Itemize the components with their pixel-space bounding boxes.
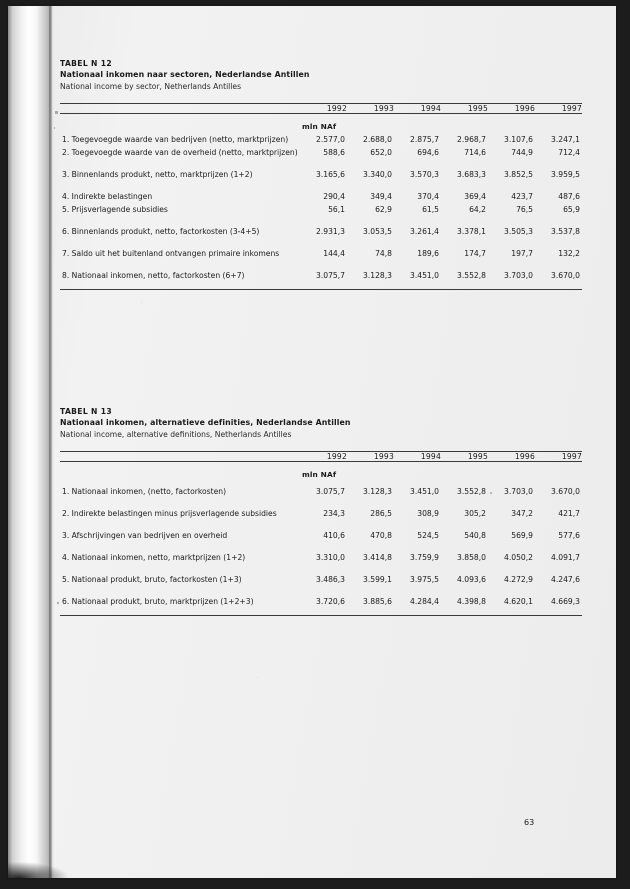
table-n12-col-1995: 1995 (441, 104, 488, 114)
table-n12-row-2-v1995: 714,6 (464, 148, 486, 157)
table-row (60, 247, 582, 260)
table-n12-row-3-v1996: 3.852,5 (504, 170, 533, 179)
table-row (60, 168, 582, 181)
table-n12-row-3-label: 3. Binnenlands produkt, netto, marktprijzen (1+2) (62, 170, 253, 179)
row-gap (60, 238, 582, 247)
table-n12-row-7-v1992: 144,4 (323, 249, 345, 258)
table-n13-col-1993: 1993 (347, 452, 394, 462)
table-n13-col-1992: 1992 (300, 452, 347, 462)
table-n13-row-4-v1997: 4.091,7 (551, 553, 580, 562)
table-n12-row-8-v1996: 3.703,0 (504, 271, 533, 280)
table-n13-row-5-v1994: 3.975,5 (410, 575, 439, 584)
row-gap (60, 216, 582, 225)
table-n12-unit-label: mln NAf (302, 122, 337, 131)
table-n13-row-5-v1996: 4.272,9 (504, 575, 533, 584)
table-n13-row-3-v1994: 524,5 (417, 531, 439, 540)
table-n12-row-4-v1995: 369,4 (464, 192, 486, 201)
table-n12-row-4-v1994: 370,4 (417, 192, 439, 201)
table-n12-row-6-v1992: 2.931,3 (316, 227, 345, 236)
table-n13-id: TABEL N 13 (60, 407, 112, 416)
table-n13-col-1994: 1994 (394, 452, 441, 462)
table-n12-row-8-label: 8. Nationaal inkomen, netto, factorkosten (6+7) (62, 271, 245, 280)
table-n12-unit-row (60, 114, 582, 134)
table-n13-unit-row (60, 462, 582, 482)
table-n12-row-3-v1995: 3.683,3 (457, 170, 486, 179)
table-n13-row-2-v1995: 305,2 (464, 509, 486, 518)
table-n12-row-5-v1997: 65,9 (563, 205, 580, 214)
table-n13-body (60, 462, 582, 617)
table-n13-row-6-v1994: 4.284,4 (410, 597, 439, 606)
table-n13-row-6-v1993: 3.885,6 (363, 597, 392, 606)
table-n13-row-4-v1993: 3.414,8 (363, 553, 392, 562)
table-n12-body (60, 114, 582, 291)
table-n12-row-4-v1993: 349,4 (370, 192, 392, 201)
table-n12-row-3-v1997: 3.959,5 (551, 170, 580, 179)
table-n13-row-1-v1993: 3.128,3 (363, 487, 392, 496)
table-n13-row-5-v1995: 4.093,6 (457, 575, 486, 584)
table-n13-col-label (60, 452, 300, 462)
row-gap (60, 564, 582, 573)
table-row (60, 133, 582, 146)
table-block-n13 (60, 406, 582, 616)
table-n13-col-1997: 1997 (535, 452, 582, 462)
table-n12-row-8-v1993: 3.128,3 (363, 271, 392, 280)
table-n12-row-3-v1994: 3.570,3 (410, 170, 439, 179)
table-n13-bottom-rule (60, 616, 582, 617)
table-n13-row-3-v1997: 577,6 (558, 531, 580, 540)
table-n12-row-1-v1996: 3.107,6 (504, 135, 533, 144)
table-n13-head (60, 452, 582, 462)
table-n12-id: TABEL N 12 (60, 59, 112, 68)
table-n12-col-1994: 1994 (394, 104, 441, 114)
table-n13-row-6-v1995: 4.398,8 (457, 597, 486, 606)
table-n12-row-5-v1996: 76,5 (516, 205, 533, 214)
table-n12-row-2-v1994: 694,6 (417, 148, 439, 157)
table-n13-row-1-v1996: 3.703,0 (504, 487, 533, 496)
row-gap (60, 282, 582, 290)
table-n12-col-1992: 1992 (300, 104, 347, 114)
row-gap (60, 181, 582, 190)
table-n12-row-6-v1997: 3.537,8 (551, 227, 580, 236)
table-row (60, 485, 582, 498)
table-row (60, 269, 582, 282)
table-block-n12 (60, 58, 582, 290)
table-n12-col-1996: 1996 (488, 104, 535, 114)
table-n12-row-2-label: 2. Toegevoegde waarde van de overheid (netto, marktprijzen) (62, 148, 298, 157)
table-n13-row-4-v1992: 3.310,0 (316, 553, 345, 562)
table-n12-col-1997: 1997 (535, 104, 582, 114)
table-row (60, 551, 582, 564)
table-row (60, 146, 582, 159)
table-n13-row-3-v1996: 569,9 (511, 531, 533, 540)
table-n12-row-2-v1992: 588,6 (323, 148, 345, 157)
table-n12-row-2-v1993: 652,0 (370, 148, 392, 157)
table-n12-row-3-v1992: 3.165,6 (316, 170, 345, 179)
table-n12-row-4-v1992: 290,4 (323, 192, 345, 201)
table-row (60, 595, 582, 608)
table-n12-row-7-label: 7. Saldo uit het buitenland ontvangen primaire inkomens (62, 249, 280, 258)
table-n12-row-8-v1992: 3.075,7 (316, 271, 345, 280)
table-n13-row-2-v1993: 286,5 (370, 509, 392, 518)
table-n12-row-6-v1993: 3.053,5 (363, 227, 392, 236)
table-n12-row-1-label: 1. Toegevoegde waarde van bedrijven (netto, marktprijzen) (62, 135, 289, 144)
table-n12-row-2-v1996: 744,9 (511, 148, 533, 157)
table-n13-row-3-v1993: 470,8 (370, 531, 392, 540)
page-number: 63 (524, 818, 535, 827)
table-n12-row-1-v1997: 3.247,1 (551, 135, 580, 144)
table-n12-row-7-v1995: 174,7 (464, 249, 486, 258)
table-n13-row-4-v1996: 4.050,2 (504, 553, 533, 562)
table-n12-row-6-v1994: 3.261,4 (410, 227, 439, 236)
table-n12-row-7-v1996: 197,7 (511, 249, 533, 258)
table-n12-row-6-v1996: 3.505,3 (504, 227, 533, 236)
table-n13-row-2-label: 2. Indirekte belastingen minus prijsverlagende subsidies (62, 509, 277, 518)
row-gap (60, 520, 582, 529)
table-row (60, 203, 582, 216)
table-n12-row-7-v1993: 74,8 (375, 249, 392, 258)
table-n13-row-6-v1997: 4.669,3 (551, 597, 580, 606)
table-n12-title-nl: Nationaal inkomen naar sectoren, Nederlandse Antillen (60, 70, 310, 79)
table-n12-row-5-label: 5. Prijsverlagende subsidies (62, 205, 168, 214)
table-n13-row-3-v1995: 540,8 (464, 531, 486, 540)
table-n12-row-1-v1994: 2.875,7 (410, 135, 439, 144)
table-n13-title-en: National income, alternative definitions, Netherlands Antilles (60, 429, 292, 439)
table-n13-header-row (60, 452, 582, 462)
table-n12-header-row (60, 104, 582, 114)
table-n13-col-1996: 1996 (488, 452, 535, 462)
table-n12-row-8-v1997: 3.670,0 (551, 271, 580, 280)
table-row (60, 507, 582, 520)
table-n12-row-4-v1996: 423,7 (511, 192, 533, 201)
table-n12-row-7-v1994: 189,6 (417, 249, 439, 258)
table-n12-row-4-v1997: 487,6 (558, 192, 580, 201)
table-n12-row-5-v1995: 64,2 (469, 205, 486, 214)
table-n13-row-2-v1994: 308,9 (417, 509, 439, 518)
table-n13-row-4-v1994: 3.759,9 (410, 553, 439, 562)
table-n12-col-label (60, 104, 300, 114)
table-n12-row-1-v1992: 2.577,0 (316, 135, 345, 144)
table-n12-row-1-v1995: 2.968,7 (457, 135, 486, 144)
table-row (60, 573, 582, 586)
table-n13-row-3-v1992: 410,6 (323, 531, 345, 540)
table-n13-row-6-v1992: 3.720,6 (316, 597, 345, 606)
table-n12-row-4-label: 4. Indirekte belastingen (62, 192, 153, 201)
table-n13-row-4-label: 4. Nationaal inkomen, netto, marktprijzen (1+2) (62, 553, 246, 562)
table-n13 (60, 451, 582, 616)
row-gap (60, 586, 582, 595)
table-n13-unit-label: mln NAf (302, 470, 337, 479)
table-n12-row-8-v1995: 3.552,8 (457, 271, 486, 280)
table-n12-row-8-v1994: 3.451,0 (410, 271, 439, 280)
table-n12-row-1-v1993: 2.688,0 (363, 135, 392, 144)
table-n13-row-1-v1997: 3.670,0 (551, 487, 580, 496)
table-n12-bottom-rule (60, 290, 582, 291)
table-n12-row-5-v1992: 56,1 (328, 205, 345, 214)
table-n13-row-2-v1992: 234,3 (323, 509, 345, 518)
table-n13-row-1-v1992: 3.075,7 (316, 487, 345, 496)
table-n13-row-1-label: 1. Nationaal inkomen, (netto, factorkosten) (62, 487, 227, 496)
table-n13-row-5-v1992: 3.486,3 (316, 575, 345, 584)
table-n13-row-2-v1996: 347,2 (511, 509, 533, 518)
table-n12-row-6-label: 6. Binnenlands produkt, netto, factorkosten (3-4+5) (62, 227, 260, 236)
table-n12-col-1993: 1993 (347, 104, 394, 114)
table-n12-title-en: National income by sector, Netherlands Antilles (60, 81, 242, 91)
table-n13-row-5-label: 5. Nationaal produkt, bruto, factorkosten (1+3) (62, 575, 242, 584)
table-n12 (60, 103, 582, 290)
row-gap (60, 542, 582, 551)
page-content (8, 6, 616, 878)
table-n13-row-1-v1994: 3.451,0 (410, 487, 439, 496)
table-n13-row-1-v1995: 3.552,8 (457, 487, 486, 496)
table-row (60, 190, 582, 203)
table-n12-row-3-v1993: 3.340,0 (363, 170, 392, 179)
table-n12-row-5-v1993: 62,9 (375, 205, 392, 214)
table-n13-row-2-v1997: 421,7 (558, 509, 580, 518)
table-n13-row-5-v1993: 3.599,1 (363, 575, 392, 584)
table-n13-title-nl: Nationaal inkomen, alternatieve definities, Nederlandse Antillen (60, 418, 351, 427)
row-gap (60, 608, 582, 616)
table-n13-row-6-v1996: 4.620,1 (504, 597, 533, 606)
table-n12-row-6-v1995: 3.378,1 (457, 227, 486, 236)
scanned-page-sheet (8, 6, 616, 878)
row-gap (60, 498, 582, 507)
row-gap (60, 260, 582, 269)
table-n12-head (60, 104, 582, 114)
row-gap (60, 159, 582, 168)
table-n13-row-3-label: 3. Afschrijvingen van bedrijven en overheid (62, 531, 228, 540)
table-row (60, 225, 582, 238)
table-n12-row-2-v1997: 712,4 (558, 148, 580, 157)
table-n12-row-7-v1997: 132,2 (558, 249, 580, 258)
table-n13-col-1995: 1995 (441, 452, 488, 462)
table-row (60, 529, 582, 542)
table-n13-row-4-v1995: 3.858,0 (457, 553, 486, 562)
table-n13-row-6-label: 6. Nationaal produkt, bruto, marktprijzen (1+2+3) (62, 597, 254, 606)
table-n13-row-5-v1997: 4.247,6 (551, 575, 580, 584)
table-n12-row-5-v1994: 61,5 (422, 205, 439, 214)
